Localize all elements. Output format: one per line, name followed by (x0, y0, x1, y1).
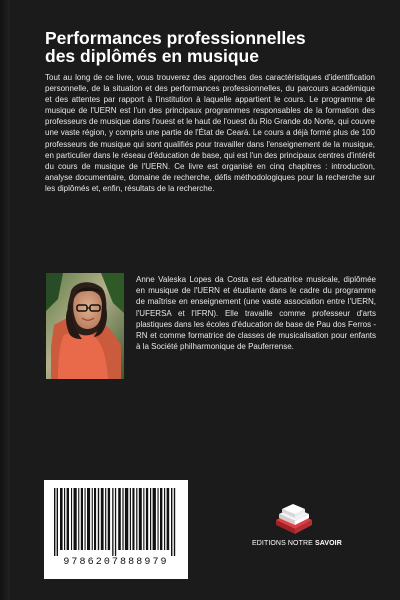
author-portrait-image (46, 273, 124, 379)
publisher-name-regular: EDITIONS NOTRE (252, 540, 315, 547)
author-bio: Anne Valeska Lopes da Costa est éducatrice musicale, diplômée en musique de l'UERN et étudiante dans le cadre du programme de maîtrise en enseignement (une vaste association entre l'UERN, l'UFERSA et l'IFRN). Elle travaille comme professeur d'arts plastiques dans les écoles d'éducation de base de Pau dos Ferros -RN et comme formatrice de classes de musicalisation pour enfants à la Société philharmonique de Pauferrense. (136, 275, 376, 352)
spine-edge (0, 0, 10, 600)
publisher-block (252, 502, 342, 556)
title-line-1: Performances professionnelles (45, 28, 306, 48)
book-title (45, 29, 375, 65)
author-photo (46, 273, 124, 379)
barcode-bars (52, 488, 180, 556)
author-section (46, 273, 376, 383)
title-line-2: des diplômés en musique (45, 46, 259, 66)
isbn-number: 9786207888979 (63, 557, 169, 568)
publisher-name (252, 540, 342, 547)
publisher-name-bold: SAVOIR (314, 540, 342, 547)
stacked-books-logo-icon (262, 502, 326, 536)
barcode (44, 480, 188, 579)
book-description: Tout au long de ce livre, vous trouverez des approches des caractéristiques d'identification personnelle, de la situation et des performances professionnelles, du parcours académique et des attentes par rapport à l'institution à laquelle appartient le cours. Le programme de musique de l'UERN est l'un des principaux programmes responsables de la formation des professeurs de musique dans l'ouest et le haut de l'ouest du Rio Grande do Norte, qui couvre une vaste région, y compris une partie de l'État de Ceará. Le cours a déjà formé plus de 100 professeurs de musique qui sont qualifiés pour travailler dans l'enseignement de la musique, en particulier dans le réseau d'éducation de base, qui est l'un des principaux centres d'intérêt du cours de musique de l'UERN. Ce livre est organisé en cinq chapitres : introduction, analyse documentaire, domaine de recherche, défis méthodologiques pour la recherche sur les diplômés et, enfin, résultats de la recherche. (45, 73, 375, 193)
